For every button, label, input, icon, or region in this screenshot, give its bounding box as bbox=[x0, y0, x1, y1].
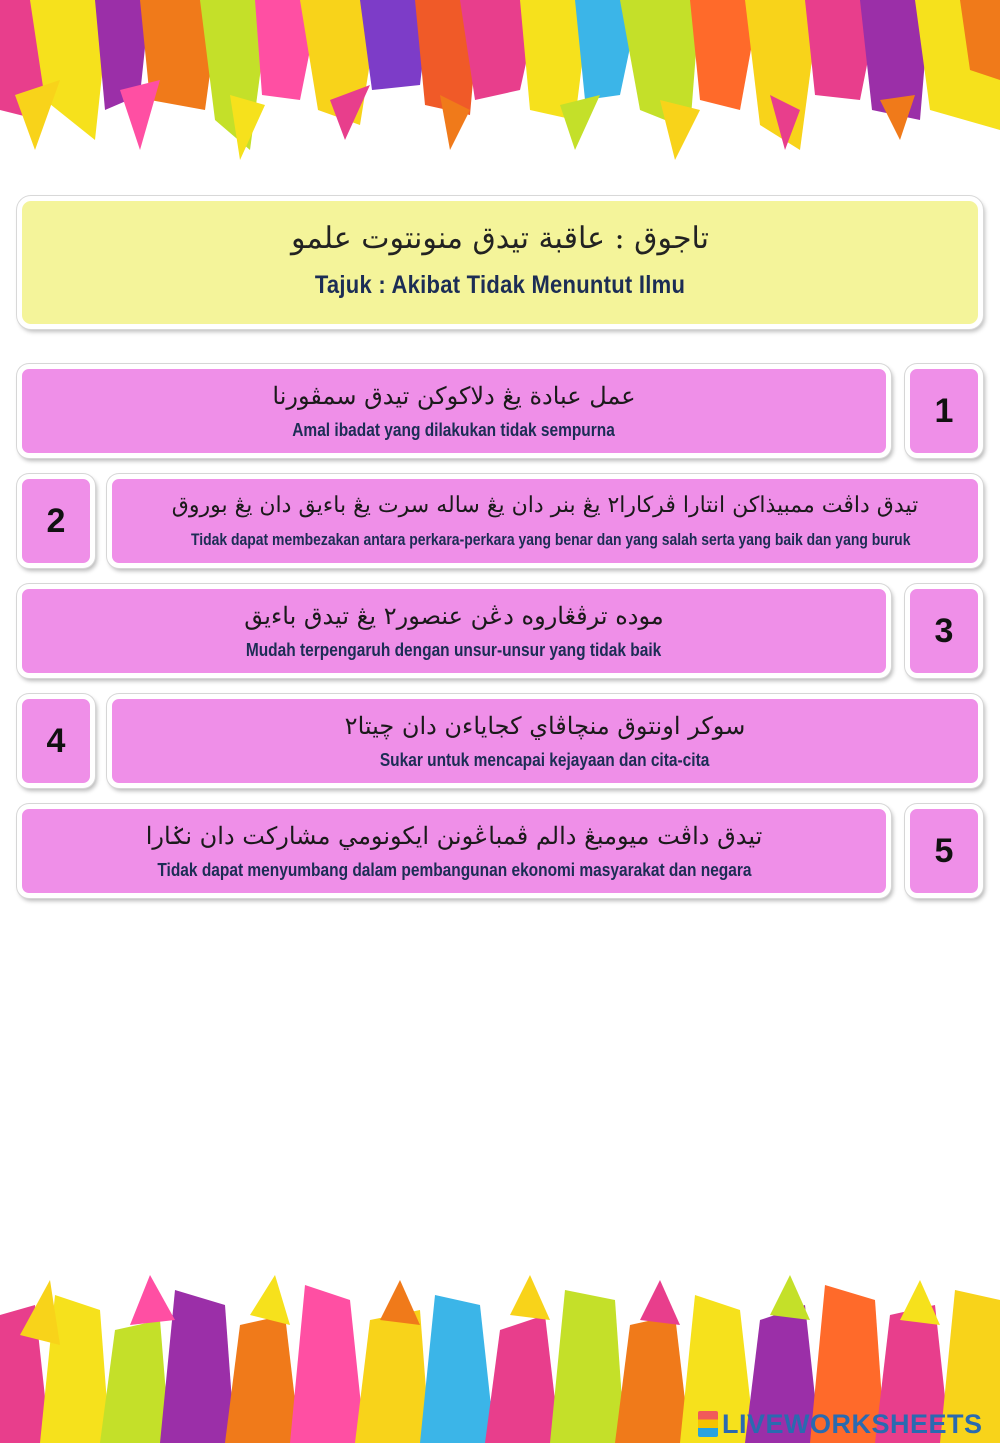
item-number-5[interactable]: 5 bbox=[905, 804, 983, 898]
item-jawi: تيدق داڤت ميومبڠ دالم ڤمباڠونن ايکونومي مشارکت دان نݢارا bbox=[145, 822, 763, 850]
item-number-1[interactable]: 1 bbox=[905, 364, 983, 458]
item-card-1 bbox=[17, 364, 891, 458]
title-rumi: Tajuk : Akibat Tidak Menuntut Ilmu bbox=[314, 271, 686, 299]
item-card-5 bbox=[17, 804, 891, 898]
item-rumi: Mudah terpengaruh dengan unsur-unsur yang tidak baik bbox=[246, 640, 662, 660]
item-number-2[interactable]: 2 bbox=[17, 474, 95, 568]
item-jawi: سوکر اونتوق منچاڤاي کجاياءن دان چيتا٢ bbox=[344, 712, 746, 740]
title-box bbox=[17, 196, 983, 329]
item-card-3 bbox=[17, 584, 891, 678]
liveworksheets-icon bbox=[698, 1411, 718, 1437]
title-jawi: تاجوق : عاقبة تيدق منونتوت علمو bbox=[291, 221, 709, 256]
liveworksheets-logo[interactable] bbox=[698, 1408, 983, 1440]
item-rumi: Tidak dapat membezakan antara perkara-perkara yang benar dan yang salah serta yang baik dan yang buruk bbox=[190, 530, 911, 549]
item-jawi: تيدق داڤت ممبيذاکن انتارا ڤرکارا٢ يڠ بنر دان يڠ ساله سرت يڠ باءيق دان يڠ بوروق bbox=[171, 493, 919, 518]
item-card-2 bbox=[107, 474, 983, 568]
item-number-4[interactable]: 4 bbox=[17, 694, 95, 788]
item-jawi: عمل عبادة يڠ دلاکوکن تيدق سمڤورنا bbox=[272, 382, 636, 410]
decorative-border-top bbox=[0, 0, 1000, 170]
item-number-3[interactable]: 3 bbox=[905, 584, 983, 678]
liveworksheets-brand: LIVEWORKSHEETS bbox=[722, 1408, 983, 1439]
item-card-4 bbox=[107, 694, 983, 788]
item-jawi: موده ترڤڠاروه دڠن عنصور٢ يڠ تيدق باءيق bbox=[244, 602, 664, 630]
item-rumi: Amal ibadat yang dilakukan tidak sempurna bbox=[292, 420, 616, 440]
item-rumi: Sukar untuk mencapai kejayaan dan cita-cita bbox=[380, 750, 710, 770]
item-rumi: Tidak dapat menyumbang dalam pembangunan ekonomi masyarakat dan negara bbox=[156, 860, 752, 880]
